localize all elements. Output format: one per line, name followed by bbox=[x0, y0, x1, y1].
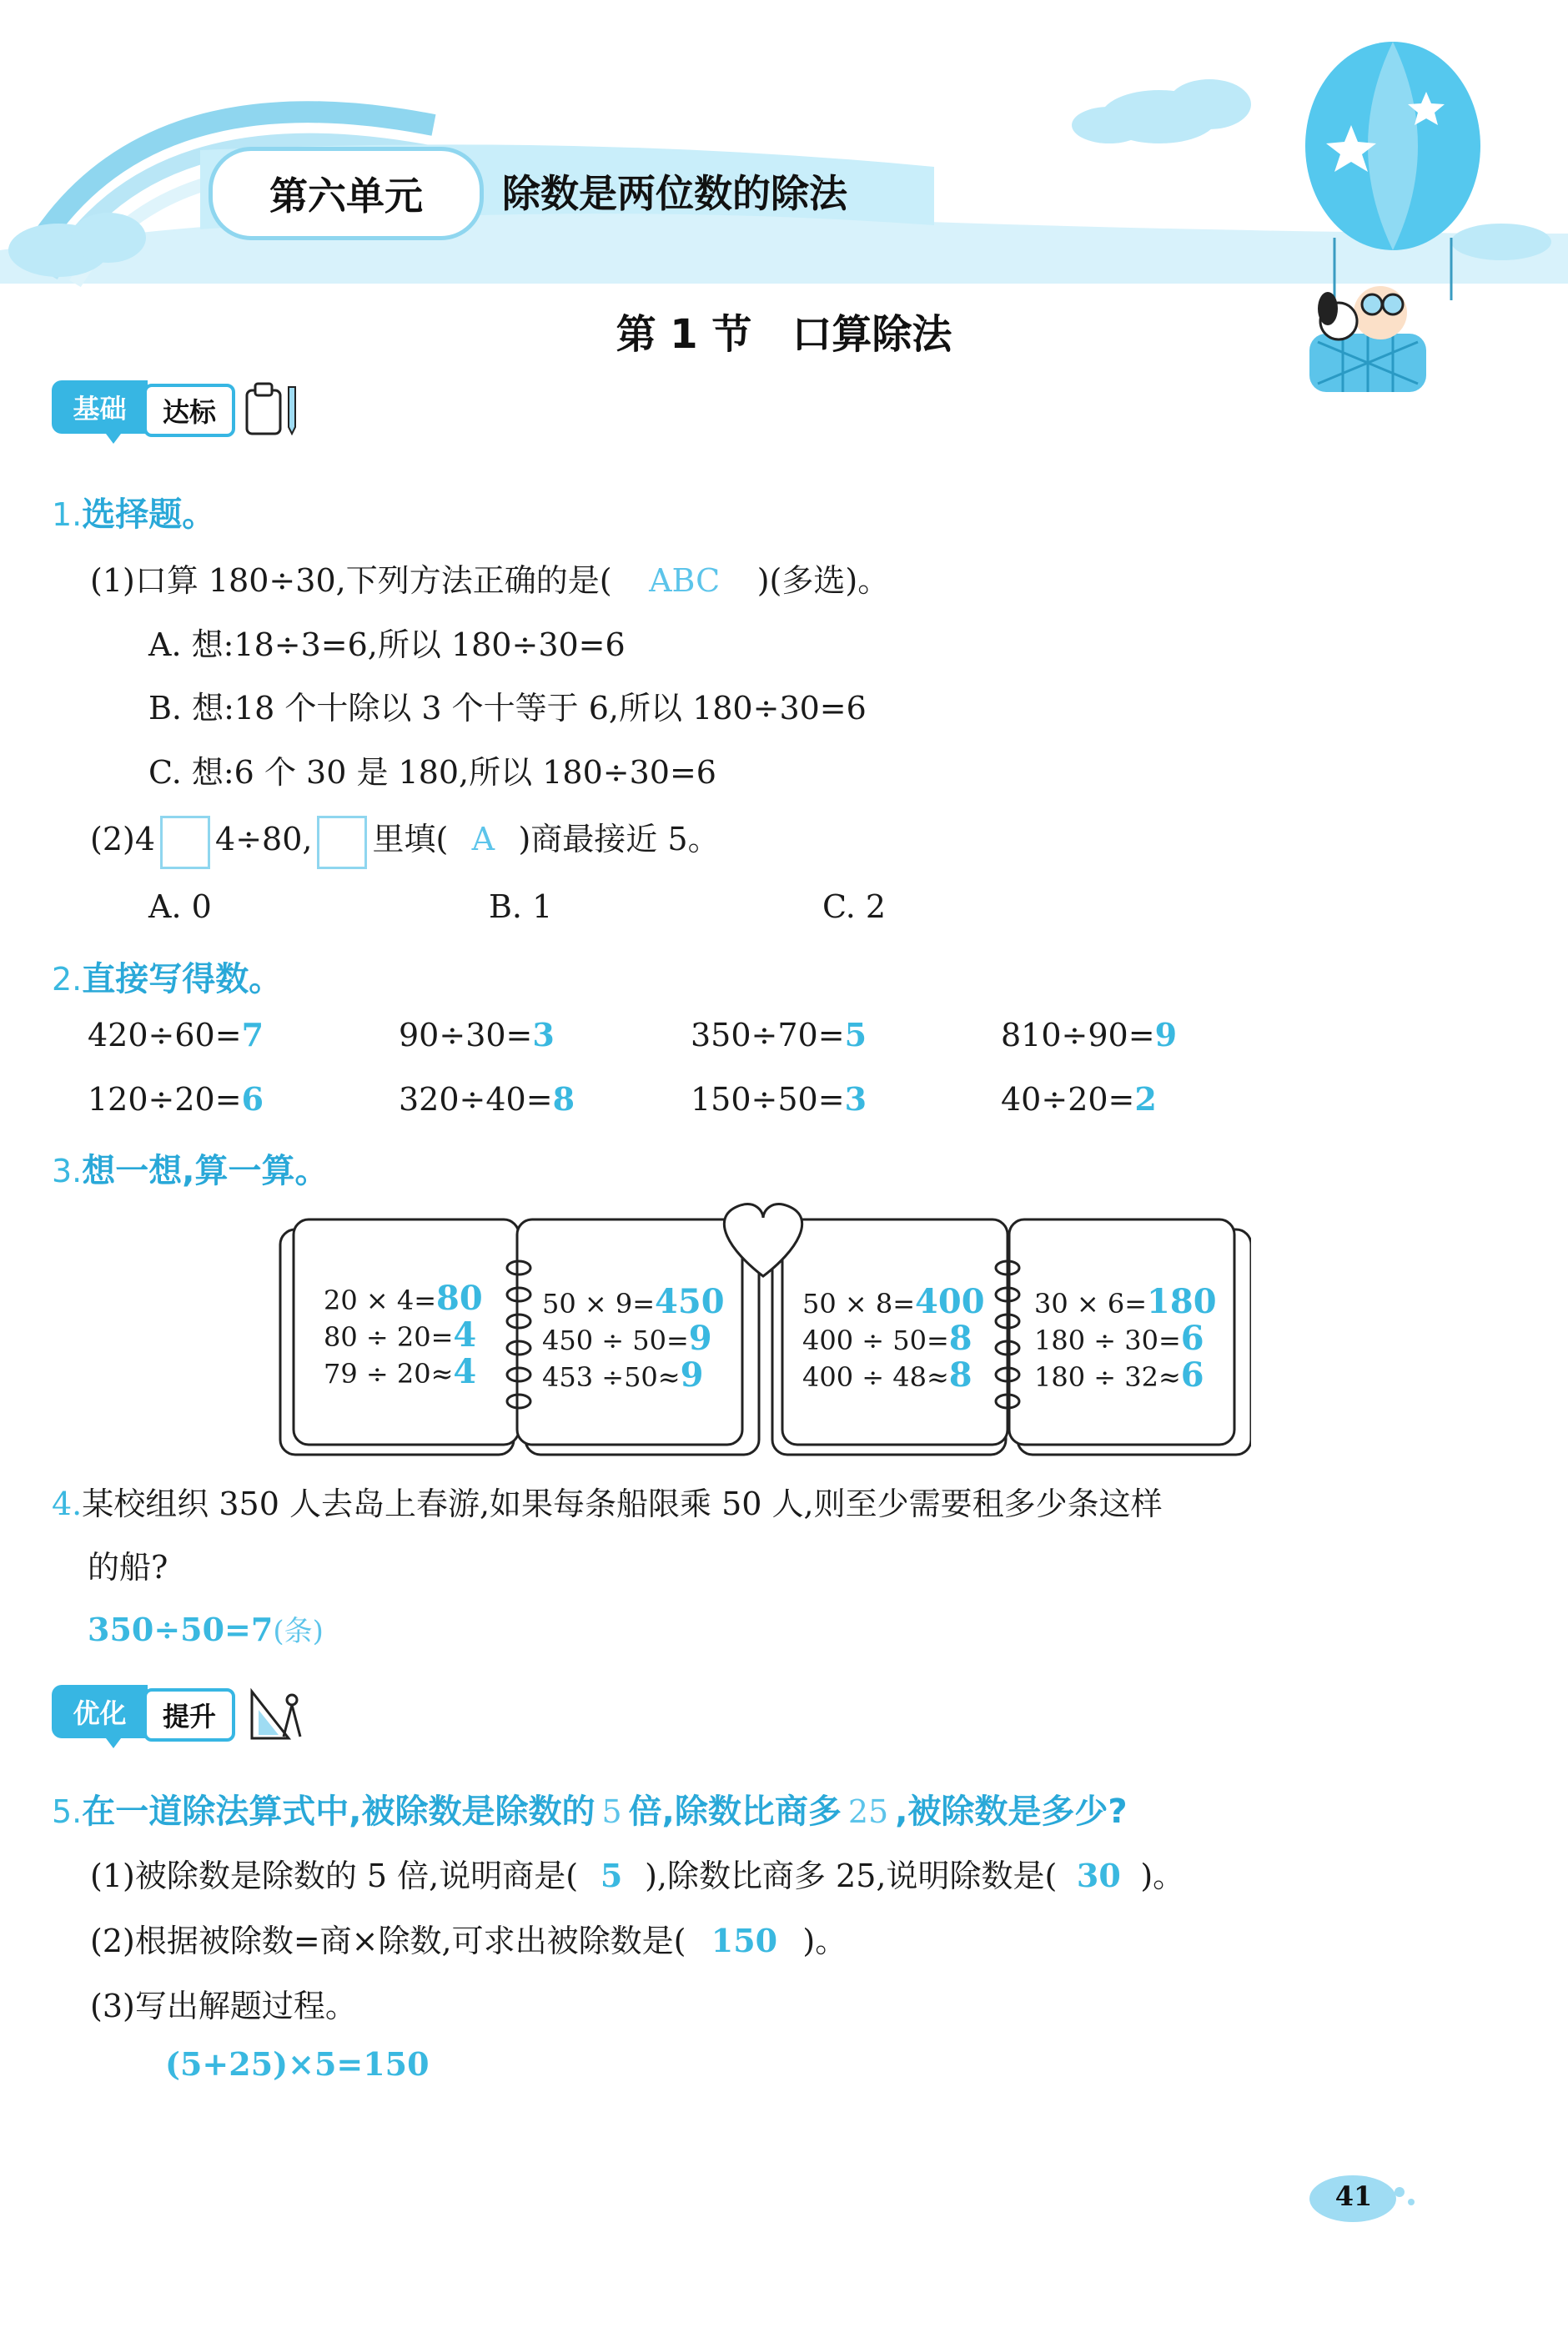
blank-box bbox=[160, 816, 210, 869]
question-5-heading: 5.在一道除法算式中,被除数是除数的 5 倍,除数比商多 25 ,被除数是多少? bbox=[52, 1792, 1128, 1831]
q5-part3: (3)写出解题过程。 bbox=[90, 1988, 357, 2024]
section-title: 第 1 节 口算除法 bbox=[616, 311, 952, 358]
question-3-heading: 3.想一想,算一算。 bbox=[52, 1152, 329, 1190]
q2-item: 810÷90=9 bbox=[1001, 1016, 1178, 1053]
q1-option-b: B. 想:18 个十除以 3 个十等于 6,所以 180÷30=6 bbox=[148, 690, 867, 727]
q5-part1-answer2: 30 bbox=[1076, 1857, 1121, 1894]
q1-option-a: A. 想:18÷3=6,所以 180÷30=6 bbox=[148, 626, 626, 663]
notebooks-figure bbox=[275, 1201, 1251, 1468]
q5-part3-answer: (5+25)×5=150 bbox=[165, 2045, 430, 2083]
badge-basic bbox=[52, 374, 302, 440]
q2-item: 90÷30=3 bbox=[399, 1016, 555, 1053]
q1-p2-option-c: C. 2 bbox=[822, 888, 887, 925]
unit-title: 除数是两位数的除法 bbox=[502, 171, 847, 216]
q1-part1: (1)口算 180÷30,下列方法正确的是( ABC )(多选)。 bbox=[90, 562, 890, 599]
clipboard-icon bbox=[242, 379, 300, 439]
q2-item: 350÷70=5 bbox=[691, 1016, 867, 1053]
notebook-3: 50 × 8=400 400 ÷ 50=8 400 ÷ 48≈8 bbox=[802, 1282, 985, 1395]
q2-item: 150÷50=3 bbox=[691, 1080, 867, 1118]
badge-left-label: 基础 bbox=[52, 380, 148, 434]
q1-part1-answer: ABC bbox=[649, 562, 721, 599]
ruler-compass-icon bbox=[247, 1683, 307, 1743]
page-number: 41 bbox=[1334, 2180, 1373, 2212]
page-number-badge bbox=[1301, 2169, 1418, 2227]
notebook-2: 50 × 9=450 450 ÷ 50=9 453 ÷50≈9 bbox=[542, 1282, 725, 1395]
q1-p2-option-a: A. 0 bbox=[148, 888, 212, 925]
q5-part2-answer: 150 bbox=[711, 1922, 778, 1959]
notebook-1: 20 × 4=80 80 ÷ 20=4 79 ÷ 20≈4 bbox=[324, 1279, 483, 1391]
badge-right-label: 达标 bbox=[143, 384, 235, 437]
question-2-heading: 2.直接写得数。 bbox=[52, 960, 283, 998]
q1-option-c: C. 想:6 个 30 是 180,所以 180÷30=6 bbox=[148, 754, 716, 791]
q2-item: 420÷60=7 bbox=[88, 1016, 264, 1053]
unit-label: 第六单元 bbox=[209, 147, 484, 240]
q1-part2: (2)4 4÷80, 里填( A )商最接近 5。 bbox=[90, 813, 720, 869]
question-4-answer: 350÷50=7(条) bbox=[88, 1611, 324, 1648]
q1-p2-option-b: B. 1 bbox=[489, 888, 553, 925]
badge-left-label: 优化 bbox=[52, 1685, 148, 1738]
question-1-heading: 1.选择题。 bbox=[52, 495, 216, 534]
q1-part2-answer: A bbox=[471, 821, 495, 857]
q5-part1-answer1: 5 bbox=[600, 1857, 623, 1894]
notebook-4: 30 × 6=180 180 ÷ 30=6 180 ÷ 32≈6 bbox=[1034, 1282, 1217, 1395]
blank-box bbox=[317, 816, 367, 869]
q2-item: 120÷20=6 bbox=[88, 1080, 264, 1118]
badge-right-label: 提升 bbox=[143, 1688, 235, 1742]
q5-part2: (2)根据被除数=商×除数,可求出被除数是( 150 )。 bbox=[90, 1922, 847, 1959]
page-header bbox=[0, 0, 1568, 300]
q2-item: 40÷20=2 bbox=[1001, 1080, 1157, 1118]
q5-part1: (1)被除数是除数的 5 倍,说明商是( 5 ),除数比商多 25,说明除数是( 30 )。 bbox=[90, 1857, 1185, 1894]
q2-item: 320÷40=8 bbox=[399, 1080, 575, 1118]
question-4-line1: 4.某校组织 350 人去岛上春游,如果每条船限乘 50 人,则至少需要租多少条这样 bbox=[52, 1486, 1163, 1522]
badge-advanced bbox=[52, 1678, 319, 1745]
question-4-line2: 的船? bbox=[88, 1549, 168, 1586]
